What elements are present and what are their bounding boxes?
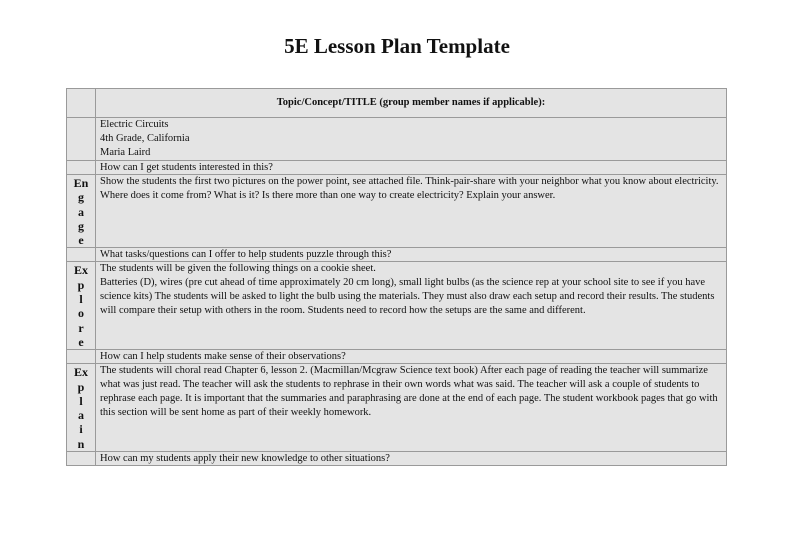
explain-row (67, 364, 727, 452)
engage-question: How can I get students interested in this? (96, 161, 727, 175)
topic-line: Electric Circuits (100, 119, 169, 130)
phase-label-explore: Ex p l o r e (67, 262, 96, 350)
side-cell (67, 118, 96, 161)
explain-question-row (67, 350, 727, 364)
page-title: 5E Lesson Plan Template (284, 34, 510, 58)
elaborate-question: How can my students apply their new knowledge to other situations? (96, 452, 727, 466)
author-line: Maria Laird (100, 147, 151, 158)
explore-body (96, 262, 727, 350)
side-cell (67, 350, 96, 364)
side-cell (67, 452, 96, 466)
explore-question: What tasks/questions can I offer to help students puzzle through this? (96, 248, 727, 262)
engage-question-row (67, 161, 727, 175)
grade-line: 4th Grade, California (100, 133, 190, 144)
header-row (67, 89, 727, 118)
explain-question: How can I help students make sense of their observations? (96, 350, 727, 364)
topic-info (96, 118, 727, 161)
engage-row (67, 175, 727, 248)
explain-body: The students will choral read Chapter 6, lesson 2. (Macmillan/Mcgraw Science text book) After each page of reading the teacher will summarize what was just read. The teacher will ask the students to rephrase in their own words what was said. The teacher will ask a couple of students to rephrase each page. It is important that the summaries and paraphrasing are done at the end of each page. The student workbook pages that go with this section will be sent home as part of their weekly homework. (96, 364, 727, 452)
explore-row (67, 262, 727, 350)
explore-body-line: Batteries (D), wires (pre cut ahead of time approximately 20 cm long), small light bulbs (as the science rep at your school site to see if you have science kits) The students will be asked to light the bulb using the materials. They must also draw each setup and record their results. The students will compare their setup with others in the room. Students need to record how the setups are the same and different. (100, 277, 715, 317)
side-cell (67, 248, 96, 262)
side-cell (67, 89, 96, 118)
explore-question-row (67, 248, 727, 262)
elaborate-question-row (67, 452, 727, 466)
explore-body-line: The students will be given the following things on a cookie sheet. (100, 263, 376, 275)
phase-label-engage: En g a g e (67, 175, 96, 248)
lesson-plan-table (66, 88, 727, 466)
topic-header: Topic/Concept/TITLE (group member names if applicable): (96, 89, 727, 118)
side-cell (67, 161, 96, 175)
info-row (67, 118, 727, 161)
phase-label-explain: Ex p l a i n (67, 364, 96, 452)
engage-body: Show the students the first two pictures on the power point, see attached file. Think-pair-share with your neighbor what you know about electricity. Where does it come from? What is it? Is there more than one way to create electricity? Explain your answer. (96, 175, 727, 248)
